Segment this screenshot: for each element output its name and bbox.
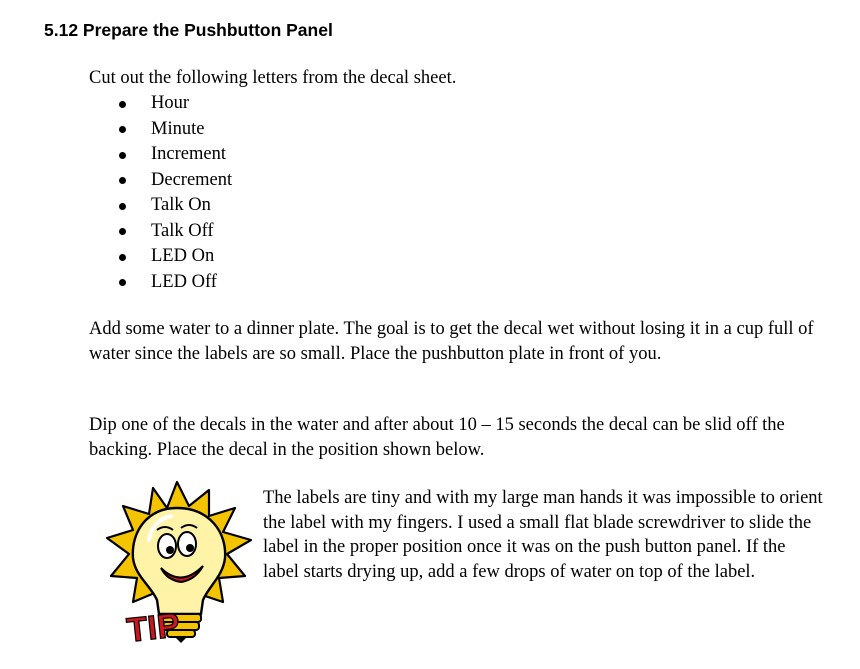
bullet-icon — [119, 126, 126, 133]
list-item-label: Decrement — [151, 169, 233, 190]
list-item — [89, 91, 232, 117]
section-heading: 5.12 Prepare the Pushbutton Panel — [44, 20, 333, 40]
list-item — [89, 270, 232, 296]
bullet-icon — [119, 228, 126, 235]
bullet-icon — [119, 254, 126, 261]
decal-list — [89, 91, 232, 295]
list-item-label: Talk On — [151, 195, 211, 215]
list-item-label: Talk Off — [151, 220, 214, 241]
bullet-icon — [119, 177, 126, 184]
list-item — [89, 142, 232, 168]
bullet-icon — [119, 152, 126, 159]
bullet-icon — [119, 279, 126, 286]
dip-paragraph: Dip one of the decals in the water and after about 10 – 15 seconds the decal can be slid off the backing. Place the decal in the position shown below. — [89, 415, 785, 460]
list-item — [89, 193, 232, 219]
list-item-label: Hour — [151, 93, 190, 113]
tip-lightbulb-icon — [105, 480, 255, 645]
tip-paragraph: The labels are tiny and with my large man hands it was impossible to orient the label with my fingers. I used a small flat blade screwdriver to slide the label in the proper position once it was on the push button panel. If the label starts drying up, add a few drops of water on top of the label. — [263, 488, 823, 582]
bullet-icon — [119, 203, 126, 210]
list-item-label: Minute — [151, 118, 205, 139]
water-paragraph: Add some water to a dinner plate. The goal is to get the decal wet without losing it in a cup full of water since the labels are so small. Place the pushbutton plate in front of you. — [89, 319, 814, 364]
list-item-label: Increment — [151, 144, 226, 164]
list-item-label: LED On — [151, 246, 215, 266]
list-item-label: LED Off — [151, 271, 217, 292]
tip-graphic-label: TIP — [125, 606, 182, 645]
list-item — [89, 244, 232, 270]
list-item — [89, 219, 232, 245]
intro-paragraph: Cut out the following letters from the decal sheet. — [89, 68, 457, 88]
list-item — [89, 117, 232, 143]
list-item — [89, 168, 232, 194]
bullet-icon — [119, 101, 126, 108]
